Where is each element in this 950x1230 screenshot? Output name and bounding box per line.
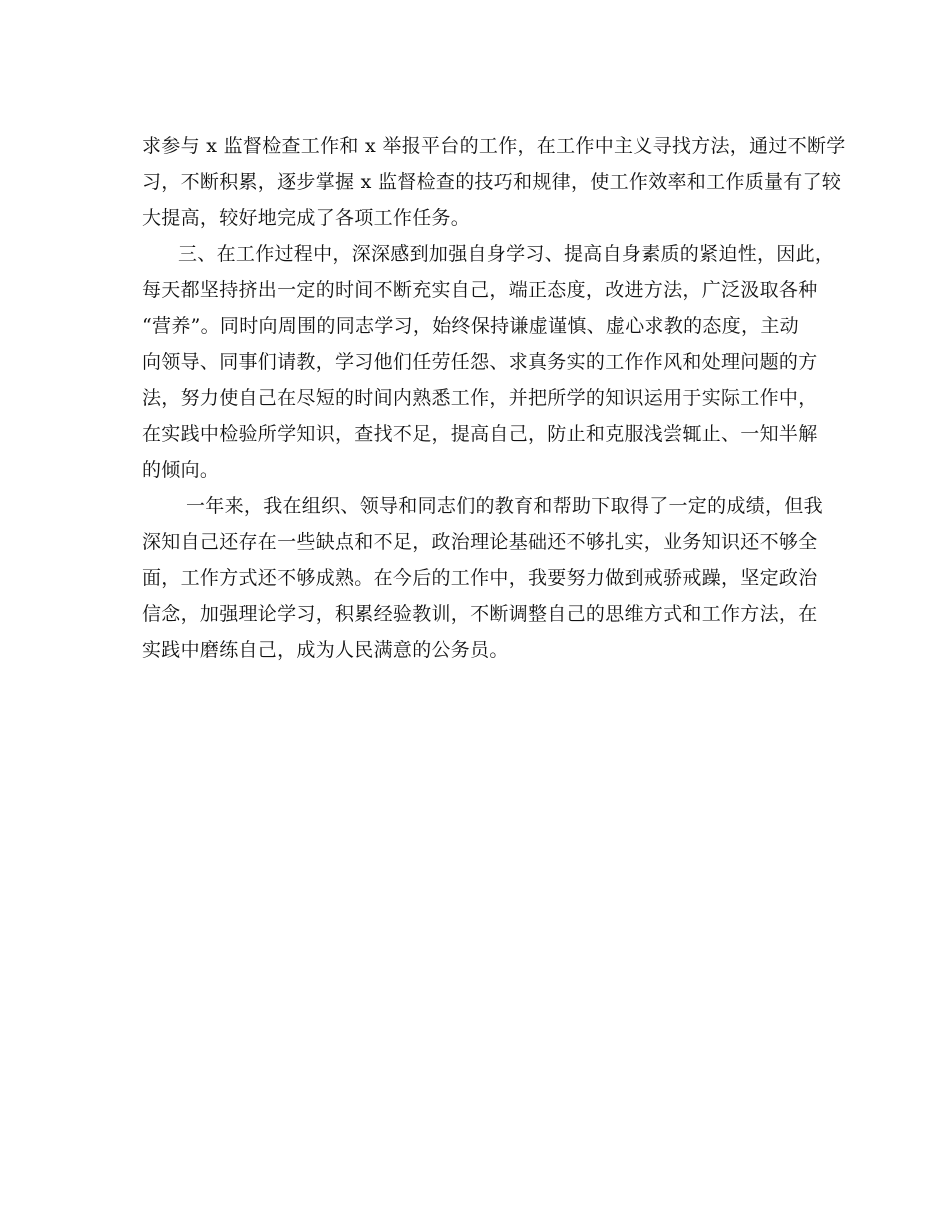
paragraph-line: 法，努力使自己在尽短的时间内熟悉工作，并把所学的知识运用于实际工作中，	[142, 387, 818, 409]
paragraph-line: 的倾向。	[142, 459, 220, 481]
paragraph-line: “营养”。同时向周围的同志学习，始终保持谦虚谨慎、虚心求教的态度，主动	[142, 315, 799, 337]
paragraph-line: 面，工作方式还不够成熟。在今后的工作中，我要努力做到戒骄戒躁，坚定政治	[142, 567, 818, 589]
paragraph-line: 信念，加强理论学习，积累经验教训，不断调整自己的思维方式和工作方法，在	[142, 603, 818, 625]
paragraph-line: 在实践中检验所学知识，查找不足，提高自己，防止和克服浅尝辄止、一知半解	[142, 423, 818, 445]
paragraph-line: 实践中磨练自己，成为人民满意的公务员。	[142, 639, 509, 661]
paragraph-line: 向领导、同事们请教，学习他们任劳任怨、求真务实的工作作风和处理问题的方	[142, 351, 818, 373]
paragraph-line: 求参与 x 监督检查工作和 x 举报平台的工作，在工作中主义寻找方法，通过不断学	[142, 135, 846, 157]
paragraph-line: 习，不断积累，逐步掌握 x 监督检查的技巧和规律，使工作效率和工作质量有了较	[142, 171, 842, 193]
paragraph-line: 每天都坚持挤出一定的时间不断充实自己，端正态度，改进方法，广泛汲取各种	[142, 279, 818, 301]
document-body	[142, 128, 846, 668]
paragraph-line: 大提高，较好地完成了各项工作任务。	[142, 207, 471, 229]
paragraph-line: 深知自己还存在一些缺点和不足，政治理论基础还不够扎实，业务知识还不够全	[142, 531, 818, 553]
paragraph-line: 三、在工作过程中，深深感到加强自身学习、提高自身素质的紧迫性，因此，	[178, 243, 835, 265]
paragraph-line: 一年来，我在组织、领导和同志们的教育和帮助下取得了一定的成绩，但我	[186, 495, 823, 517]
